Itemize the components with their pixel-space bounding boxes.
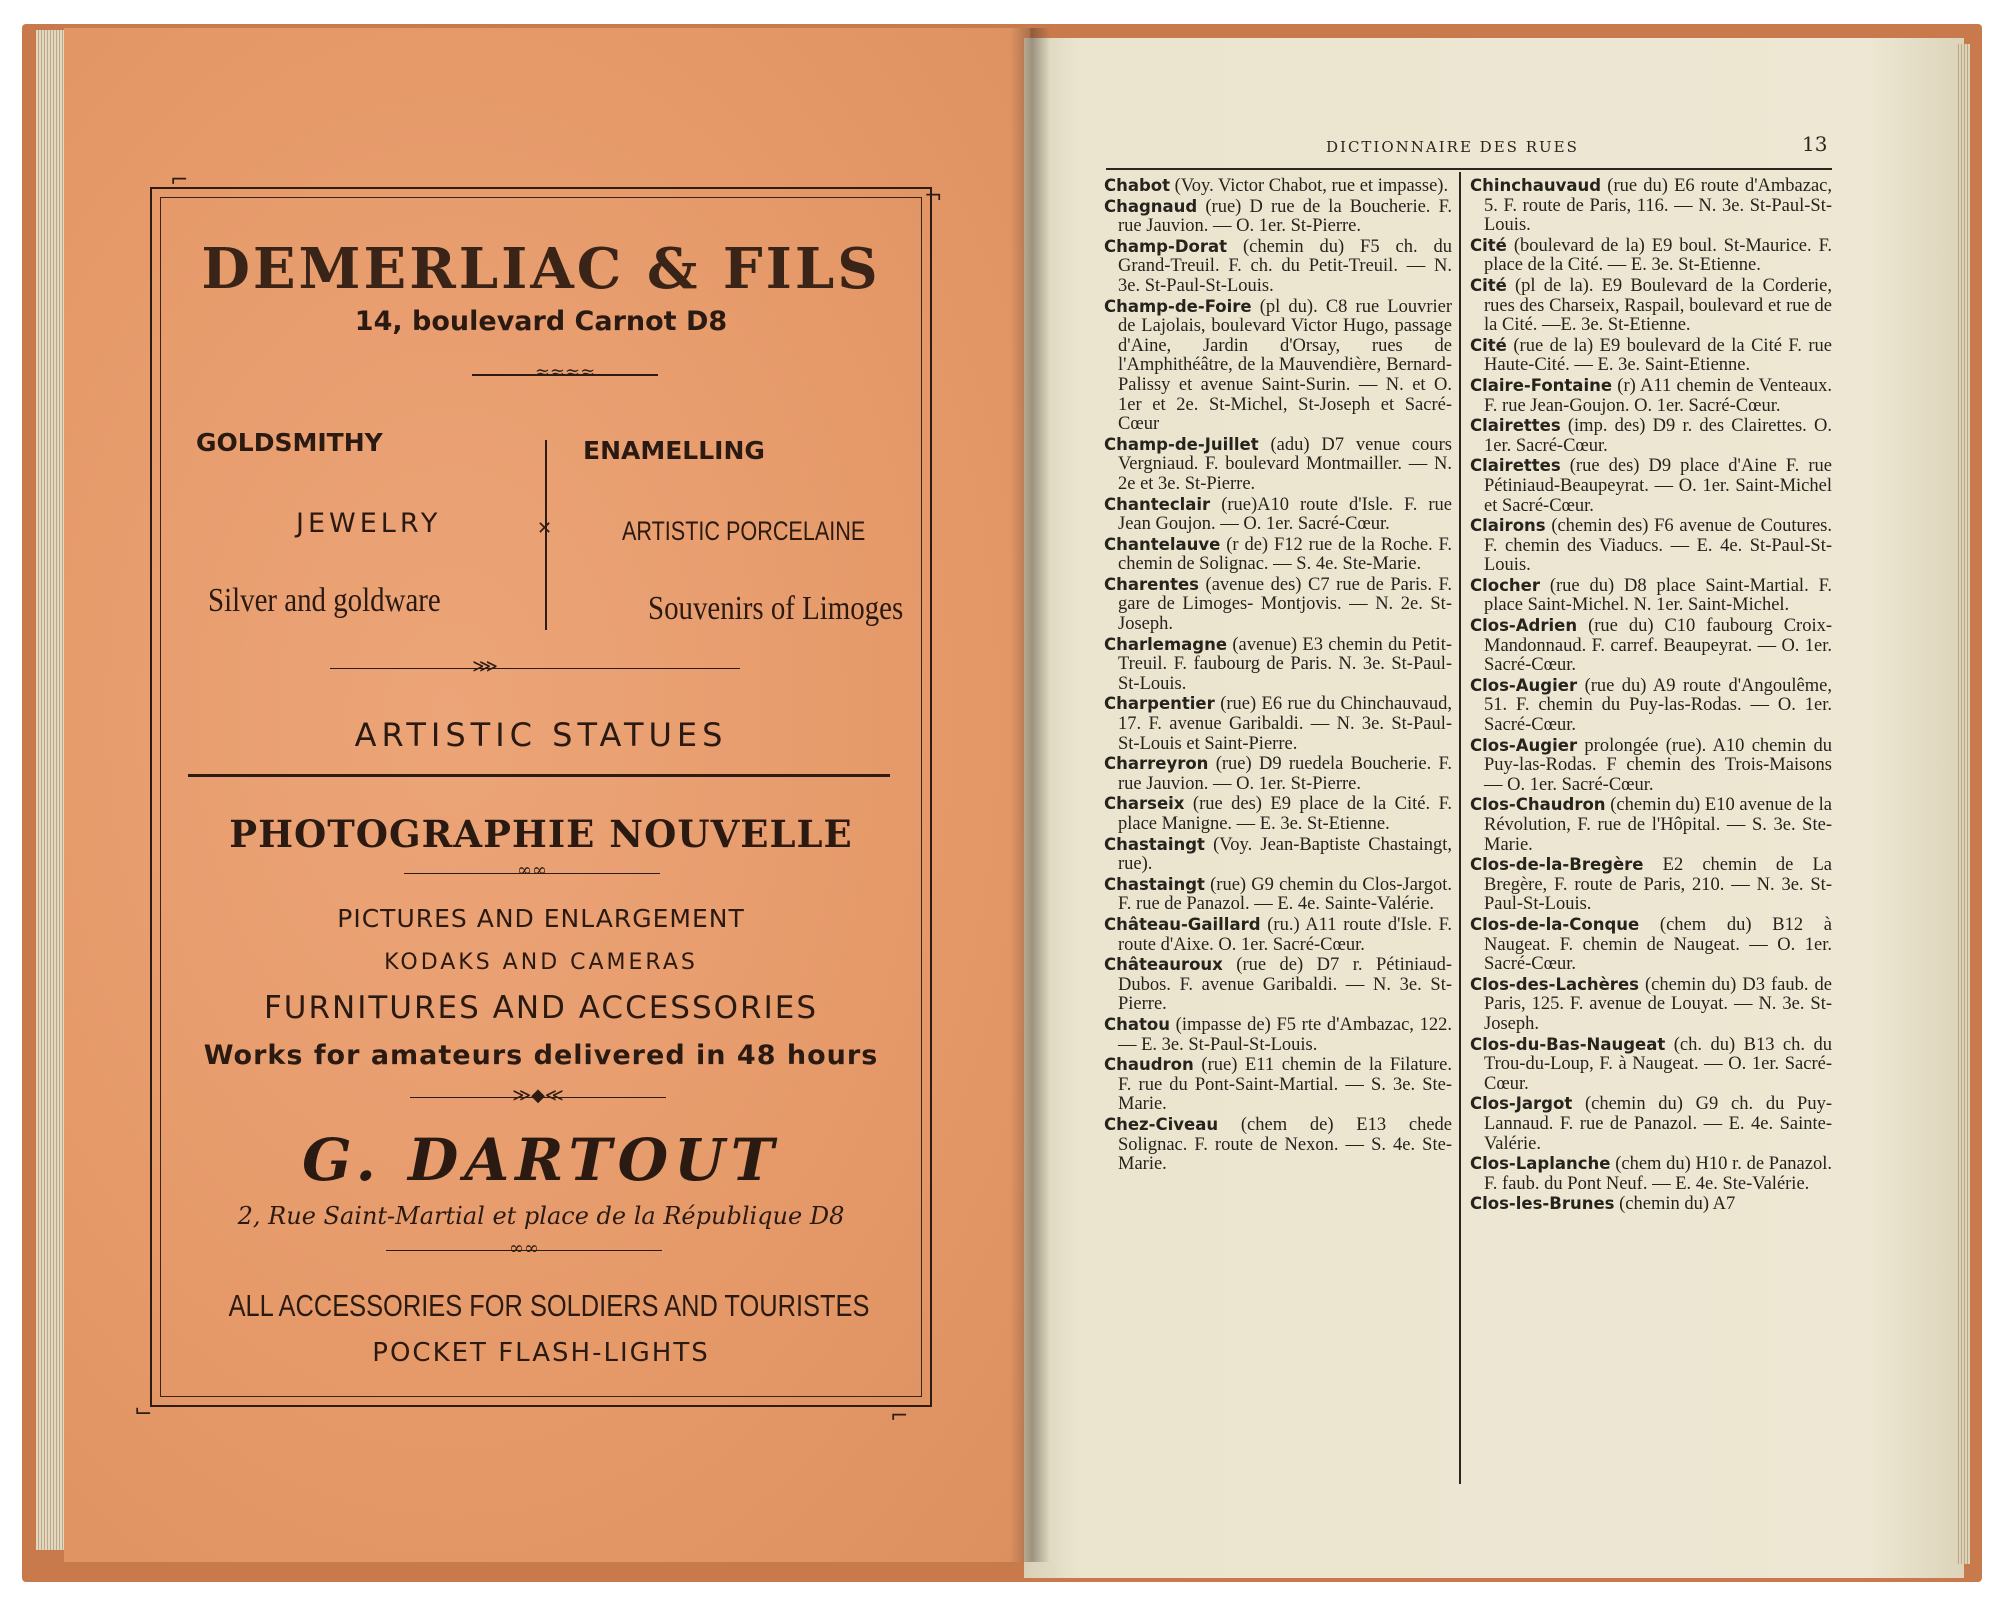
dictionary-entry (1470, 915, 1832, 975)
dictionary-entry (1470, 456, 1832, 516)
street-details: (rue) E11 chemin de la Filature. F. rue du Pont-Saint-Martial. — S. 3e. Ste-Marie. (1118, 1055, 1452, 1115)
street-details: (pl de la). E9 Boulevard de la Corderie, rues des Charseix, Raspail, boulevard et rue de la Cité. —E. 3e. St-Etienne. (1484, 275, 1833, 336)
street-details: (boulevard de la) E9 boul. St-Maurice. F. place de la Cité. — E. 3e. St-Etienne. (1484, 235, 1833, 276)
street-details: (rue de la) E9 boulevard de la Cité F. rue Haute-Cité. — E. 3e. Saint-Etienne. (1484, 335, 1833, 376)
flourish-ornament-1: ≈≈≈≈ (534, 362, 596, 383)
dictionary-entry (1470, 736, 1832, 796)
street-details: (rue des) D9 place d'Aine F. rue Pétiniaud-Beaupeyrat. — O. 1er. Saint-Michel et Sacré-Cœur. (1484, 456, 1833, 516)
street-name: Chagnaud (1104, 196, 1198, 216)
street-details: E2 chemin de La Bregère, F. route de Paris, 210. — N. 3e. St-Paul-St-Louis. (1484, 855, 1833, 915)
dictionary-entry (1104, 1015, 1452, 1055)
photo-works: Works for amateurs delivered in 48 hours (203, 1040, 879, 1071)
flourish-ornament-4: ≫◆≪ (512, 1085, 564, 1106)
street-name: Clos-Adrien (1470, 616, 1578, 636)
street-details: (rue) E6 rue du Chinchauvaud, 17. F. avenue Garibaldi. — N. 3e. St-Paul-St-Louis et Saint-Pierre. (1118, 694, 1453, 754)
street-name: Cité (1470, 335, 1507, 355)
street-name: Cité (1470, 235, 1507, 255)
street-details: (r de) F12 rue de la Roche. F. chemin de Solignac. — S. 4e. Ste-Marie. (1118, 534, 1452, 575)
street-details: (avenue) E3 chemin du Petit-Treuil. F. faubourg de Paris. N. 3e. St-Paul-St-Louis. (1118, 634, 1452, 694)
street-name: Chatou (1104, 1014, 1170, 1034)
street-details: (rue du) A9 route d'Angoulême, 51. F. chemin du Puy-las-Rodas. — O. 1er. Sacré-Cœur. (1484, 675, 1832, 736)
street-details: (rue) D rue de la Boucherie. F. rue Jauvion. — O. 1er. St-Pierre. (1118, 196, 1452, 237)
dictionary-entry (1470, 176, 1832, 236)
dictionary-entry (1470, 1035, 1832, 1095)
dictionary-entry (1104, 435, 1452, 495)
street-details: (r) A11 chemin de Venteaux. F. rue Jean-Goujon. O. 1er. Sacré-Cœur. (1484, 375, 1833, 416)
photo-studio-title: PHOTOGRAPHIE NOUVELLE (229, 812, 853, 856)
dictionary-column-right (1470, 176, 1832, 1215)
street-name: Chanteclair (1104, 494, 1211, 514)
street-details: (rue) G9 chemin du Clos-Jargot. F. rue de Panazol. — E. 4e. Sainte-Valérie. (1118, 874, 1452, 915)
street-details: (rue de) D7 r. Pétiniaud-Dubos. F. avenue Garibaldi. — N. 3e. St-Pierre. (1118, 955, 1453, 1015)
dictionary-entry (1104, 197, 1452, 237)
street-details: (chemin du) F5 ch. du Grand-Treuil. F. ch. du Petit-Treuil. — N. 3e. St-Paul-St-Louis. (1118, 236, 1453, 296)
flourish-ornament-5: ∞∞ (509, 1238, 539, 1259)
dictionary-entry (1104, 635, 1452, 695)
flash-lights-line: POCKET FLASH-LIGHTS (372, 1338, 710, 1368)
street-name: Cité (1470, 275, 1507, 295)
street-name: Clos-des-Lachères (1470, 974, 1639, 994)
street-name: Château-Gaillard (1104, 914, 1261, 934)
dictionary-entry (1104, 495, 1452, 535)
accessories-line: ALL ACCESSORIES FOR SOLDIERS AND TOURISTES (228, 1288, 870, 1323)
dictionary-entry (1104, 794, 1452, 834)
street-name: Chabot (1104, 176, 1171, 195)
dictionary-entry (1104, 535, 1452, 575)
trade-porcelaine: ARTISTIC PORCELAINE (622, 516, 866, 546)
street-name: Clos-les-Brunes (1470, 1194, 1615, 1214)
dictionary-entry (1104, 237, 1452, 297)
dictionary-entry (1470, 336, 1832, 376)
photo-pictures: PICTURES AND ENLARGEMENT (337, 904, 745, 933)
street-details: (rue)A10 route d'Isle. F. rue Jean Goujon. — O. 1er. Sacré-Cœur. (1118, 494, 1453, 535)
street-details: (ch. du) B13 ch. du Trou-du-Loup, F. à Naugeat. — O. 1er. Sacré-Cœur. (1484, 1034, 1832, 1094)
street-details: (impasse de) F5 rte d'Ambazac, 122. — E. 3e. St-Paul-St-Louis. (1118, 1014, 1452, 1055)
street-name: Clocher (1470, 575, 1540, 595)
street-name: Chantelauve (1104, 534, 1221, 554)
dictionary-entry (1470, 975, 1832, 1035)
street-name: Charpentier (1104, 694, 1215, 714)
dictionary-entry (1104, 176, 1452, 197)
street-name: Charentes (1104, 574, 1199, 594)
dictionary-entry (1104, 835, 1452, 875)
dictionary-entry (1470, 795, 1832, 855)
photo-furnitures: FURNITURES AND ACCESSORIES (263, 990, 819, 1026)
dictionary-entry (1470, 236, 1832, 276)
street-details: (chem du) B12 à Naugeat. F. chemin de Naugeat. — O. 1er. Sacré-Cœur. (1484, 914, 1833, 975)
street-name: Chastaingt (1104, 834, 1205, 854)
street-details: (rue des) E9 place de la Cité. F. place Manigne. — E. 3e. St-Etienne. (1118, 794, 1452, 834)
street-details: (ru.) A11 route d'Isle. F. route d'Aixe. O. 1er. Sacré-Cœur. (1118, 914, 1452, 955)
dictionary-entry (1104, 875, 1452, 915)
corner-ornament-top-left: ⌐ (170, 168, 189, 193)
dictionary-entry (1470, 1094, 1832, 1154)
corner-ornament-bottom-right: ⌐ (890, 1404, 909, 1429)
flourish-ornament-2: ⋙ (472, 656, 498, 677)
dictionary-entry (1104, 297, 1452, 435)
street-name: Clos-Chaudron (1470, 795, 1606, 815)
page-header-title: DICTIONNAIRE DES RUES (1326, 138, 1579, 156)
firm-address: 14, boulevard Carnot D8 (354, 306, 728, 337)
dictionary-entry (1470, 376, 1832, 416)
street-name: Clos-de-la-Conque (1470, 914, 1640, 934)
column-divider (1459, 172, 1461, 1484)
street-name: Chastaingt (1104, 874, 1205, 894)
street-details: (rue) D9 ruedela Boucherie. F. rue Jauvion. — O. 1er. St-Pierre. (1118, 754, 1452, 794)
street-name: Clos-du-Bas-Naugeat (1470, 1034, 1666, 1054)
corner-ornament-bottom-left: ⌙ (134, 1398, 153, 1423)
page-number: 13 (1802, 132, 1828, 156)
street-name: Châteauroux (1104, 955, 1223, 975)
dictionary-entry (1470, 676, 1832, 736)
dictionary-entry (1104, 1055, 1452, 1115)
dictionary-entry (1104, 754, 1452, 794)
street-details: (adu) D7 venue cours Vergniaud. F. boulevard Montmailler. — N. 2e et 3e. St-Pierre. (1118, 434, 1452, 494)
dictionary-entry (1470, 1194, 1832, 1215)
trade-statues: ARTISTIC STATUES (354, 716, 728, 754)
street-name: Charreyron (1104, 754, 1209, 774)
dictionary-entry (1470, 276, 1832, 336)
street-name: Champ-de-Juillet (1104, 434, 1259, 454)
street-details: (chemin du) A7 (1619, 1194, 1736, 1215)
street-name: Charseix (1104, 794, 1185, 814)
page-edges-right (1956, 44, 1970, 1564)
street-name: Chaudron (1104, 1055, 1194, 1075)
proprietor-address: 2, Rue Saint-Martial et place de la République D8 (237, 1202, 845, 1230)
street-details: (Voy. Jean-Baptiste Chastaingt, rue). (1118, 834, 1453, 875)
section-divider (188, 774, 890, 777)
street-details: (chemin du) G9 ch. du Puy-Lannaud. F. rue de Panazol. — E. 4e. Sainte-Valérie. (1484, 1094, 1833, 1154)
flourish-ornament-3: ∞∞ (517, 860, 547, 881)
dictionary-entry (1470, 616, 1832, 676)
street-name: Claire-Fontaine (1470, 375, 1613, 395)
book-gutter (1010, 28, 1050, 1562)
street-name: Clos-de-la-Bregère (1470, 855, 1644, 875)
dictionary-column-left (1104, 176, 1452, 1175)
street-name: Clairettes (1470, 456, 1561, 476)
trade-jewelry: JEWELRY (296, 508, 442, 539)
dictionary-entry (1470, 1154, 1832, 1194)
dictionary-entry (1470, 416, 1832, 456)
corner-ornament-top-right: ¬ (924, 184, 943, 209)
street-details: (chem du) H10 r. de Panazol. F. faub. du Pont Neuf. — E. 4e. Ste-Valérie. (1484, 1154, 1832, 1194)
trade-enamelling: ENAMELLING (583, 436, 765, 465)
street-details: prolongée (rue). A10 chemin du Puy-las-Rodas. F chemin des Trois-Maisons — O. 1er. Sacré-Cœur. (1484, 735, 1832, 795)
street-name: Clairettes (1470, 416, 1561, 436)
street-details: (rue du) C10 faubourg Croix-Mandonnaud. F. carref. Beaupeyrat. — O. 1er. Sacré-Cœur. (1484, 616, 1833, 676)
dictionary-entry (1104, 694, 1452, 754)
street-details: (Voy. Victor Chabot, rue et impasse). (1174, 176, 1449, 196)
street-name: Champ-de-Foire (1104, 296, 1252, 316)
street-name: Chez-Civeau (1104, 1114, 1219, 1134)
street-details: (chemin du) E10 avenue de la Révolution, F. rue de l'Hôpital. — S. 3e. Ste-Marie. (1484, 795, 1832, 855)
dictionary-entry (1104, 915, 1452, 955)
street-details: (pl du). C8 rue Louvrier de Lajolais, boulevard Victor Hugo, passage d'Aine, Jardin d'Orsay, rues de l'Amphithéâtre, de la Mauvendière, Bernard-Palissy et avenue Saint-Surin. — N. et O. 1er et 2e. St-Michel, St-Joseph et Sacré-Cœur (1118, 296, 1452, 435)
street-name: Clos-Laplanche (1470, 1154, 1611, 1174)
street-name: Clairons (1470, 516, 1546, 536)
firm-name: DEMERLIAC & FILS (201, 236, 881, 302)
dictionary-entry (1104, 1115, 1452, 1175)
dictionary-entry (1104, 575, 1452, 635)
street-name: Clos-Augier (1470, 735, 1578, 755)
street-details: (imp. des) D9 r. des Clairettes. O. 1er. Sacré-Cœur. (1484, 416, 1832, 456)
street-name: Champ-Dorat (1104, 236, 1228, 256)
street-details: (chem de) E13 chede Solignac. F. route de Nexon. — S. 4e. Ste-Marie. (1118, 1114, 1452, 1175)
flourish-rule-2 (330, 668, 740, 669)
photo-kodaks: KODAKS AND CAMERAS (384, 950, 698, 975)
street-details: (rue du) E6 route d'Ambazac, 5. F. route de Paris, 116. — N. 3e. St-Paul-St-Louis. (1484, 176, 1833, 236)
street-name: Clos-Augier (1470, 675, 1578, 695)
dictionary-entry (1470, 855, 1832, 915)
street-name: Chinchauvaud (1470, 176, 1602, 195)
street-details: (chemin du) D3 faub. de Paris, 125. F. avenue de Louyat. — N. 3e. St-Joseph. (1484, 974, 1833, 1034)
street-details: (avenue des) C7 rue de Paris. F. gare de Limoges- Montjovis. — N. 2e. St-Joseph. (1118, 574, 1452, 635)
trade-souvenirs: Souvenirs of Limoges (648, 590, 904, 627)
street-details: (chemin des) F6 avenue de Coutures. F. chemin des Viaducs. — E. 4e. St-Paul-St-Louis. (1484, 516, 1833, 576)
trade-silver: Silver and goldware (208, 582, 441, 619)
proprietor-name: G. DARTOUT (302, 1126, 780, 1194)
header-rule (1106, 168, 1832, 170)
trade-divider-ornament: ✕ (537, 518, 553, 539)
dictionary-entry (1104, 955, 1452, 1015)
dictionary-entry (1470, 516, 1832, 576)
street-name: Clos-Jargot (1470, 1094, 1573, 1114)
dictionary-entry (1470, 576, 1832, 616)
street-details: (rue du) D8 place Saint-Martial. F. place Saint-Michel. N. 1er. Saint-Michel. (1484, 575, 1832, 616)
street-name: Charlemagne (1104, 634, 1228, 654)
trade-goldsmithy: GOLDSMITHY (196, 428, 383, 457)
